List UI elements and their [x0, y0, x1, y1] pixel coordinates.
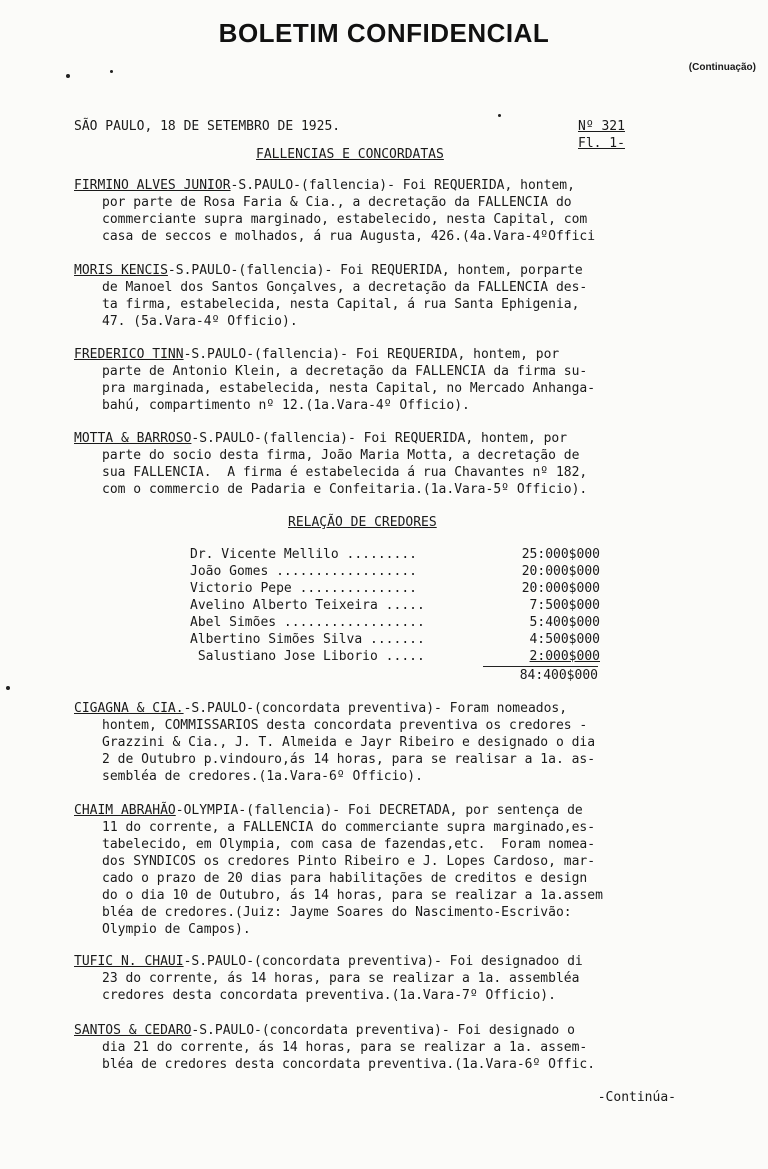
section-title: FALLENCIAS E CONCORDATAS [256, 147, 444, 162]
entry-line: 2 de Outubro p.vindouro,ás 14 horas, para se realisar a 1a. as- [102, 752, 596, 767]
entry-line: Grazzini & Cia., J. T. Almeida e Jayr Ribeiro e designado o dia [102, 735, 596, 750]
ink-speck [66, 74, 70, 78]
entry-line: de Manoel dos Santos Gonçalves, a decretação da FALLENCIA des- [102, 280, 588, 295]
creditor-amount: 7:500$000 [529, 598, 600, 613]
entry-line: com o commercio de Padaria e Confeitaria.(1a.Vara-5º Officio). [102, 482, 588, 497]
entry-line: -S.PAULO-(fallencia)- Foi REQUERIDA, hontem, por [191, 431, 568, 446]
entry-line: bléa de credores desta concordata preventiva.(1a.Vara-6º Offic. [102, 1057, 596, 1072]
dateline-place-date: SÃO PAULO, 18 DE SETEMBRO DE 1925. [74, 119, 341, 134]
entry-frederico [74, 346, 724, 414]
ink-speck [110, 70, 113, 73]
entry-line: -S.PAULO-(concordata preventiva)- Foram nomeados, [183, 701, 568, 716]
creditor-amount: 4:500$000 [529, 632, 600, 647]
creditor-name: Albertino Simões Silva ....... [190, 632, 425, 647]
creditor-amount: 20:000$000 [521, 564, 600, 579]
ink-speck [498, 114, 501, 117]
entry-line: cado o prazo de 20 dias para habilitações de creditos e design [102, 871, 588, 886]
entry-name: MORIS KENCIS [74, 263, 168, 278]
entry-name: MOTTA & BARROSO [74, 431, 192, 446]
entry-line: sembléa de credores.(1a.Vara-6º Officio). [102, 769, 423, 784]
continuation-label: (Continuação) [688, 62, 756, 73]
entry-line: parte do socio desta firma, João Maria Motta, a decretação de [102, 448, 580, 463]
entry-name: CIGAGNA & CIA. [74, 701, 184, 716]
entry-tufic [74, 953, 724, 1004]
creditor-row [190, 614, 600, 631]
entry-line: do o dia 10 de Outubro, ás 14 horas, para se realizar a 1a.assem [102, 888, 603, 903]
entry-firmino [74, 177, 724, 245]
entry-line: hontem, COMMISSARIOS desta concordata preventiva os credores - [102, 718, 588, 733]
creditor-name: Victorio Pepe ............... [190, 581, 417, 596]
entry-line: tabelecido, em Olympia, com casa de fazendas,etc. Foram nomea- [102, 837, 596, 852]
entry-line: dos SYNDICOS os credores Pinto Ribeiro e J. Lopes Cardoso, mar- [102, 854, 596, 869]
creditor-amount: 2:000$000 [529, 649, 600, 664]
entry-line: 23 do corrente, ás 14 horas, para se realizar a 1a. assembléa [102, 971, 580, 986]
creditor-row [190, 580, 600, 597]
entry-line: 11 do corrente, a FALLENCIA do commerciante supra marginado,es- [102, 820, 596, 835]
dateline-sheet: Fl. 1- [578, 136, 625, 151]
creditor-amount: 5:400$000 [529, 615, 600, 630]
entry-line: sua FALLENCIA. A firma é estabelecida á rua Chavantes nº 182, [102, 465, 588, 480]
entry-line: Olympio de Campos). [102, 922, 251, 937]
entry-line: dia 21 do corrente, ás 14 horas, para se realizar a 1a. assem- [102, 1040, 588, 1055]
entry-motta [74, 430, 724, 498]
entry-line: -OLYMPIA-(fallencia)- Foi DECRETADA, por sentença de [175, 803, 583, 818]
entry-line: -S.PAULO-(concordata preventiva)- Foi designado o [191, 1023, 575, 1038]
continua-label: -Continúa- [597, 1090, 676, 1105]
entry-line: 47. (5a.Vara-4º Officio). [102, 314, 298, 329]
entry-line: -S.PAULO-(fallencia)- Foi REQUERIDA, hontem, porparte [167, 263, 583, 278]
entry-line: credores desta concordata preventiva.(1a.Vara-7º Officio). [102, 988, 556, 1003]
entry-line: pra marginada, estabelecida, nesta Capital, no Mercado Anhanga- [102, 381, 596, 396]
entry-cigagna [74, 700, 724, 785]
dateline-number: Nº 321 [578, 119, 625, 134]
creditor-row [190, 546, 600, 563]
creditor-name: Dr. Vicente Mellilo ......... [190, 547, 417, 562]
creditor-name: João Gomes .................. [190, 564, 417, 579]
entry-name: FREDERICO TINN [74, 347, 184, 362]
entry-line: casa de seccos e molhados, á rua Augusta, 426.(4a.Vara-4ºOffici [102, 229, 596, 244]
entry-name: TUFIC N. CHAUI [74, 954, 184, 969]
creditors-list [190, 546, 600, 665]
creditors-total: 84:400$000 [483, 666, 598, 683]
creditor-row [190, 563, 600, 580]
creditor-name: Abel Simões .................. [190, 615, 425, 630]
entry-line: por parte de Rosa Faria & Cia., a decretação da FALLENCIA do [102, 195, 572, 210]
entry-line: commerciante supra marginado, estabelecido, nesta Capital, com [102, 212, 588, 227]
entry-line: -S.PAULO-(fallencia)- Foi REQUERIDA, hontem, [230, 178, 575, 193]
creditor-amount: 25:000$000 [521, 547, 600, 562]
entry-chaim [74, 802, 724, 938]
entry-name: CHAIM ABRAHÃO [74, 803, 176, 818]
entry-moris [74, 262, 724, 330]
creditor-name: Salustiano Jose Liborio ..... [190, 649, 425, 664]
entry-santos-cedaro [74, 1022, 724, 1073]
entry-line: bléa de credores.(Juiz: Jayme Soares do Nascimento-Escrivão: [102, 905, 572, 920]
creditors-title: RELAÇÃO DE CREDORES [288, 515, 437, 530]
entry-line: parte de Antonio Klein, a decretação da FALLENCIA da firma su- [102, 364, 588, 379]
entry-name: FIRMINO ALVES JUNIOR [74, 178, 231, 193]
ink-speck [6, 686, 10, 690]
creditor-row [190, 597, 600, 614]
entry-line: -S.PAULO-(fallencia)- Foi REQUERIDA, hontem, por [183, 347, 560, 362]
document-title: BOLETIM CONFIDENCIAL [218, 18, 550, 48]
creditor-row [190, 631, 600, 648]
entry-name: SANTOS & CEDARO [74, 1023, 192, 1038]
creditor-amount: 20:000$000 [521, 581, 600, 596]
creditor-name: Avelino Alberto Teixeira ..... [190, 598, 425, 613]
entry-line: bahú, compartimento nº 12.(1a.Vara-4º Officio). [102, 398, 470, 413]
entry-line: ta firma, estabelecida, nesta Capital, á rua Santa Ephigenia, [102, 297, 580, 312]
entry-line: -S.PAULO-(concordata preventiva)- Foi designadoo di [183, 954, 583, 969]
creditor-row [190, 648, 600, 665]
